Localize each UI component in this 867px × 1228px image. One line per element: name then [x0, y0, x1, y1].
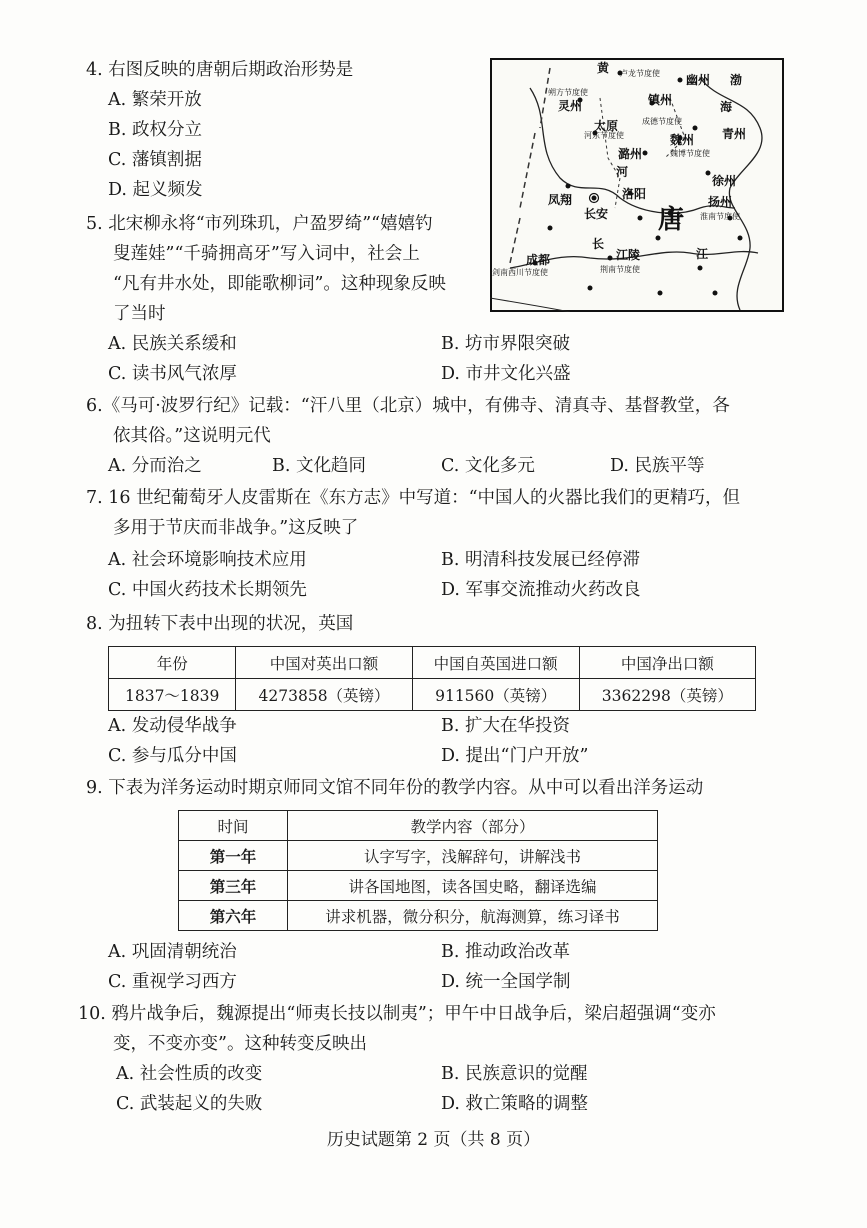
q8-option-c[interactable]: C. 参与瓜分中国	[108, 746, 237, 766]
table-header-row	[109, 647, 756, 679]
q6-option-d[interactable]: D. 民族平等	[610, 456, 705, 476]
map-label: 魏州	[670, 133, 695, 147]
table-header-cell: 教学内容（部分）	[288, 811, 658, 841]
map-label: 淮南节度使	[700, 212, 740, 221]
table-cell: 4273858（英镑）	[236, 679, 412, 711]
q10-option-b[interactable]: B. 民族意识的觉醒	[441, 1064, 588, 1084]
q8-stem: 8. 为扭转下表中出现的状况，英国	[86, 614, 354, 634]
q5-stem-line1: 5. 北宋柳永将“市列珠玑，户盈罗绮”“嬉嬉钓	[86, 214, 433, 234]
q5-option-a[interactable]: A. 民族关系缓和	[108, 334, 237, 354]
q7-stem-line2: 多用于节庆而非战争。”这反映了	[113, 518, 359, 538]
map-label: 长安	[584, 207, 609, 221]
curriculum-table	[178, 810, 658, 931]
table-row	[179, 901, 658, 931]
table-cell: 3362298（英镑）	[579, 679, 755, 711]
table-row	[109, 679, 756, 711]
map-label: 凤翔	[548, 193, 573, 207]
page-footer: 历史试题第 2 页（共 8 页）	[326, 1130, 541, 1150]
table-header-cell: 年份	[109, 647, 236, 679]
q9-option-d[interactable]: D. 统一全国学制	[441, 972, 571, 992]
map-label: 成德节度使	[642, 117, 682, 126]
q10-stem-line2: 变，不变亦变”。这种转变反映出	[113, 1034, 367, 1054]
q7-option-b[interactable]: B. 明清科技发展已经停滞	[441, 550, 640, 570]
map-label: 渤	[730, 73, 743, 87]
table-cell: 第三年	[179, 871, 288, 901]
q8-option-b[interactable]: B. 扩大在华投资	[441, 716, 570, 736]
map-label: 潞州	[618, 147, 643, 161]
map-label: 海	[720, 100, 733, 114]
map-label: 荆南节度使	[600, 265, 640, 274]
q10-option-c[interactable]: C. 武装起义的失败	[116, 1094, 263, 1114]
q5-stem-line2: 叟莲娃”“千骑拥高牙”写入词中，社会上	[113, 244, 420, 264]
q9-option-a[interactable]: A. 巩固清朝统治	[108, 942, 237, 962]
table-row	[179, 871, 658, 901]
map-label: 长	[592, 237, 605, 251]
q10-option-d[interactable]: D. 救亡策略的调整	[441, 1094, 589, 1114]
q10-stem-line1: 10. 鸦片战争后，魏源提出“师夷长技以制夷”；甲午中日战争后，梁启超强调“变亦	[78, 1004, 716, 1024]
map-label: 成都	[526, 253, 551, 267]
q10-option-a[interactable]: A. 社会性质的改变	[116, 1064, 263, 1084]
table-cell: 911560（英镑）	[412, 679, 579, 711]
map-label: 黄	[597, 61, 610, 75]
q5-option-b[interactable]: B. 坊市界限突破	[441, 334, 570, 354]
q6-option-c[interactable]: C. 文化多元	[441, 456, 535, 476]
table-header-cell: 中国自英国进口额	[412, 647, 579, 679]
table-cell: 讲各国地图，读各国史略，翻译选编	[288, 871, 658, 901]
table-header-cell: 中国对英出口额	[236, 647, 412, 679]
q4-stem: 4. 右图反映的唐朝后期政治形势是	[86, 60, 354, 80]
table-header-row	[179, 811, 658, 841]
map-label: 幽州	[686, 73, 711, 87]
map-label: 徐州	[712, 174, 737, 188]
map-label: 江陵	[616, 248, 641, 262]
q8-option-d[interactable]: D. 提出“门户开放”	[441, 746, 589, 766]
q9-option-c[interactable]: C. 重视学习西方	[108, 972, 237, 992]
map-label: 青州	[722, 127, 747, 141]
table-cell: 1837～1839	[109, 679, 236, 711]
q4-option-b[interactable]: B. 政权分立	[108, 120, 202, 140]
trade-table	[108, 646, 756, 711]
table-header-cell: 中国净出口额	[579, 647, 755, 679]
map-label: 扬州	[708, 195, 733, 209]
table-cell: 第六年	[179, 901, 288, 931]
table-cell: 第一年	[179, 841, 288, 871]
map-label: 唐	[658, 205, 685, 235]
q8-option-a[interactable]: A. 发动侵华战争	[108, 716, 237, 736]
q6-stem-line2: 依其俗。”这说明元代	[113, 426, 271, 446]
q5-stem-line3: “凡有井水处，即能歌柳词”。这种现象反映	[113, 274, 446, 294]
q5-option-c[interactable]: C. 读书风气浓厚	[108, 364, 237, 384]
map-label: 魏博节度使	[670, 149, 710, 158]
map-label: 太原	[594, 119, 619, 133]
q9-stem: 9. 下表为洋务运动时期京师同文馆不同年份的教学内容。从中可以看出洋务运动	[86, 778, 704, 798]
table-header-cell: 时间	[179, 811, 288, 841]
q7-option-c[interactable]: C. 中国火药技术长期领先	[108, 580, 307, 600]
q4-option-a[interactable]: A. 繁荣开放	[108, 90, 202, 110]
q6-stem-line1: 6.《马可·波罗行纪》记载：“汗八里（北京）城中，有佛寺、清真寺、基督教堂，各	[86, 396, 730, 416]
table-row	[179, 841, 658, 871]
map-label: 河东节度使	[584, 131, 624, 140]
map-label: 洛阳	[622, 187, 647, 201]
q6-option-b[interactable]: B. 文化趋同	[272, 456, 366, 476]
q9-option-b[interactable]: B. 推动政治改革	[441, 942, 570, 962]
q4-option-c[interactable]: C. 藩镇割据	[108, 150, 202, 170]
map-label: 河	[616, 165, 629, 179]
q5-option-d[interactable]: D. 市井文化兴盛	[441, 364, 571, 384]
q7-stem-line1: 7. 16 世纪葡萄牙人皮雷斯在《东方志》中写道：“中国人的火器比我们的更精巧，但	[86, 488, 741, 508]
map-label: 灵州	[558, 99, 583, 113]
map-label: 江	[696, 247, 709, 261]
map-label: 剑南西川节度使	[492, 268, 548, 277]
map-label: 卢龙节度使	[620, 69, 660, 78]
table-cell: 讲求机器，微分积分，航海测算，练习译书	[288, 901, 658, 931]
q5-stem-line4: 了当时	[113, 304, 166, 324]
q6-option-a[interactable]: A. 分而治之	[108, 456, 202, 476]
q7-option-a[interactable]: A. 社会环境影响技术应用	[108, 550, 307, 570]
q7-option-d[interactable]: D. 军事交流推动火药改良	[441, 580, 641, 600]
table-cell: 认字写字，浅解辞句，讲解浅书	[288, 841, 658, 871]
tang-map	[490, 58, 784, 312]
q4-option-d[interactable]: D. 起义频发	[108, 180, 203, 200]
map-label: 镇州	[648, 93, 673, 107]
map-label: 朔方节度使	[548, 88, 588, 97]
